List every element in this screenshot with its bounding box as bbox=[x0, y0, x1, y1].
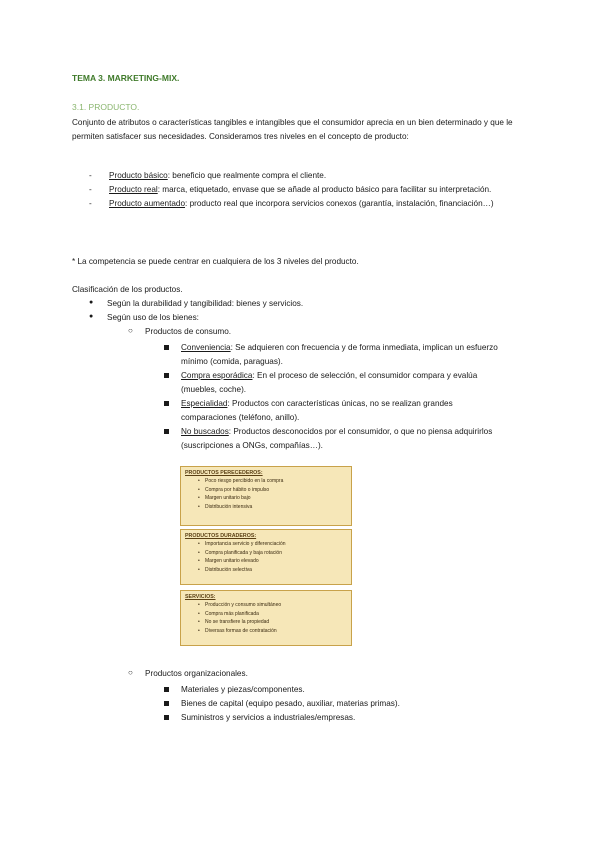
list-item bbox=[89, 169, 529, 183]
box-title: PRODUCTOS DURADEROS: bbox=[185, 533, 257, 539]
box-item: • Diversas formas de contratación bbox=[181, 627, 351, 636]
product-types-figure bbox=[180, 466, 352, 646]
consumer-item-text bbox=[181, 369, 504, 397]
intro-paragraph: Conjunto de atributos o características tangibles e intangibles que el consumidor aprecia en un bien determinado y que le permiten satisfacer sus necesidades. Consideramos tres niveles en el concepto de producto: bbox=[72, 118, 513, 141]
product-levels-list bbox=[89, 169, 529, 211]
box-title: SERVICIOS: bbox=[185, 594, 216, 600]
consumer-desc: : Productos con características únicas, no se realizan grandes comparaciones (teléfono, anillo). bbox=[181, 399, 453, 422]
square-bullet bbox=[164, 401, 169, 406]
disc-bullet: ● bbox=[89, 313, 94, 320]
section-heading: 3.1. PRODUCTO. bbox=[72, 102, 140, 112]
list-item bbox=[164, 369, 504, 397]
box-item: • Distribución selectiva bbox=[181, 566, 351, 575]
circle-bullet: ○ bbox=[128, 326, 133, 335]
disc-bullet: ● bbox=[89, 299, 94, 306]
consumer-desc: : Se adquieren con frecuencia y de forma inmediata, implican un esfuerzo mínimo (comida, paraguas). bbox=[181, 343, 498, 366]
competition-note: * La competencia se puede centrar en cualquiera de los 3 niveles del producto. bbox=[72, 257, 359, 266]
list-item bbox=[164, 341, 504, 369]
box-item: • Margen unitario elevado bbox=[181, 557, 351, 566]
box-item: • Importancia servicio y diferenciación bbox=[181, 540, 351, 549]
level-term: Producto real bbox=[109, 185, 158, 194]
box-item: • Compra planificada y baja rotación bbox=[181, 549, 351, 558]
perishable-products-box bbox=[180, 466, 352, 526]
list-item bbox=[89, 183, 529, 197]
level-desc: : marca, etiquetado, envase que se añade al producto básico para facilitar su interpretación. bbox=[157, 185, 492, 194]
consumer-item-text bbox=[181, 341, 504, 369]
org-item-text: Bienes de capital (equipo pesado, auxiliar, materias primas). bbox=[181, 699, 400, 708]
services-box bbox=[180, 590, 352, 646]
consumer-desc: : Productos desconocidos por el consumidor, o que no piensa adquirirlos (suscripciones a ONGs, compañías…). bbox=[181, 427, 493, 450]
level-term: Producto aumentado bbox=[109, 199, 186, 208]
page-title: TEMA 3. MARKETING-MIX. bbox=[72, 73, 180, 83]
square-bullet bbox=[164, 345, 169, 350]
square-bullet bbox=[164, 687, 169, 692]
square-bullet bbox=[164, 715, 169, 720]
list-item bbox=[164, 397, 504, 425]
box-item: • Distribución intensiva bbox=[181, 503, 351, 512]
list-item bbox=[164, 683, 504, 697]
square-bullet bbox=[164, 701, 169, 706]
consumer-term: Especialidad bbox=[181, 399, 228, 408]
box-title: PRODUCTOS PERECEDEROS: bbox=[185, 470, 263, 476]
box-item: • Compra por hábito o impulso bbox=[181, 486, 351, 495]
use-text: Según uso de los bienes: bbox=[107, 313, 199, 322]
box-item: • Producción y consumo simultáneo bbox=[181, 601, 351, 610]
box-item: • Margen unitario bajo bbox=[181, 494, 351, 503]
circle-bullet: ○ bbox=[128, 668, 133, 677]
consumer-term: Compra esporádica bbox=[181, 371, 253, 380]
classification-heading: Clasificación de los productos. bbox=[72, 285, 183, 294]
box-item: • Compra más planificada bbox=[181, 610, 351, 619]
durable-products-box bbox=[180, 529, 352, 585]
dash-marker: - bbox=[89, 171, 92, 180]
list-item bbox=[164, 697, 504, 711]
organizational-products-heading: Productos organizacionales. bbox=[145, 669, 248, 678]
durability-text: Según la durabilidad y tangibilidad: bienes y servicios. bbox=[107, 299, 304, 308]
square-bullet bbox=[164, 429, 169, 434]
square-bullet bbox=[164, 373, 169, 378]
list-item bbox=[164, 711, 504, 725]
consumer-term: No buscados bbox=[181, 427, 229, 436]
box-item: • Poco riesgo percibido en la compra bbox=[181, 477, 351, 486]
consumer-item-text bbox=[181, 397, 504, 425]
consumer-desc: : En el proceso de selección, el consumidor compara y evalúa (muebles, coche). bbox=[181, 371, 478, 394]
list-item bbox=[164, 425, 504, 453]
dash-marker: - bbox=[89, 185, 92, 194]
dash-marker: - bbox=[89, 199, 92, 208]
level-desc: : producto real que incorpora servicios conexos (garantía, instalación, financiación…) bbox=[185, 199, 494, 208]
org-item-text: Suministros y servicios a industriales/empresas. bbox=[181, 713, 356, 722]
consumer-term: Conveniencia bbox=[181, 343, 231, 352]
list-item bbox=[89, 197, 529, 211]
org-item-text: Materiales y piezas/componentes. bbox=[181, 685, 305, 694]
level-term: Producto básico bbox=[109, 171, 168, 180]
consumer-products-heading: Productos de consumo. bbox=[145, 327, 232, 336]
box-item: • No se transfiere la propiedad bbox=[181, 618, 351, 627]
level-desc: : beneficio que realmente compra el cliente. bbox=[167, 171, 327, 180]
consumer-item-text bbox=[181, 425, 504, 453]
